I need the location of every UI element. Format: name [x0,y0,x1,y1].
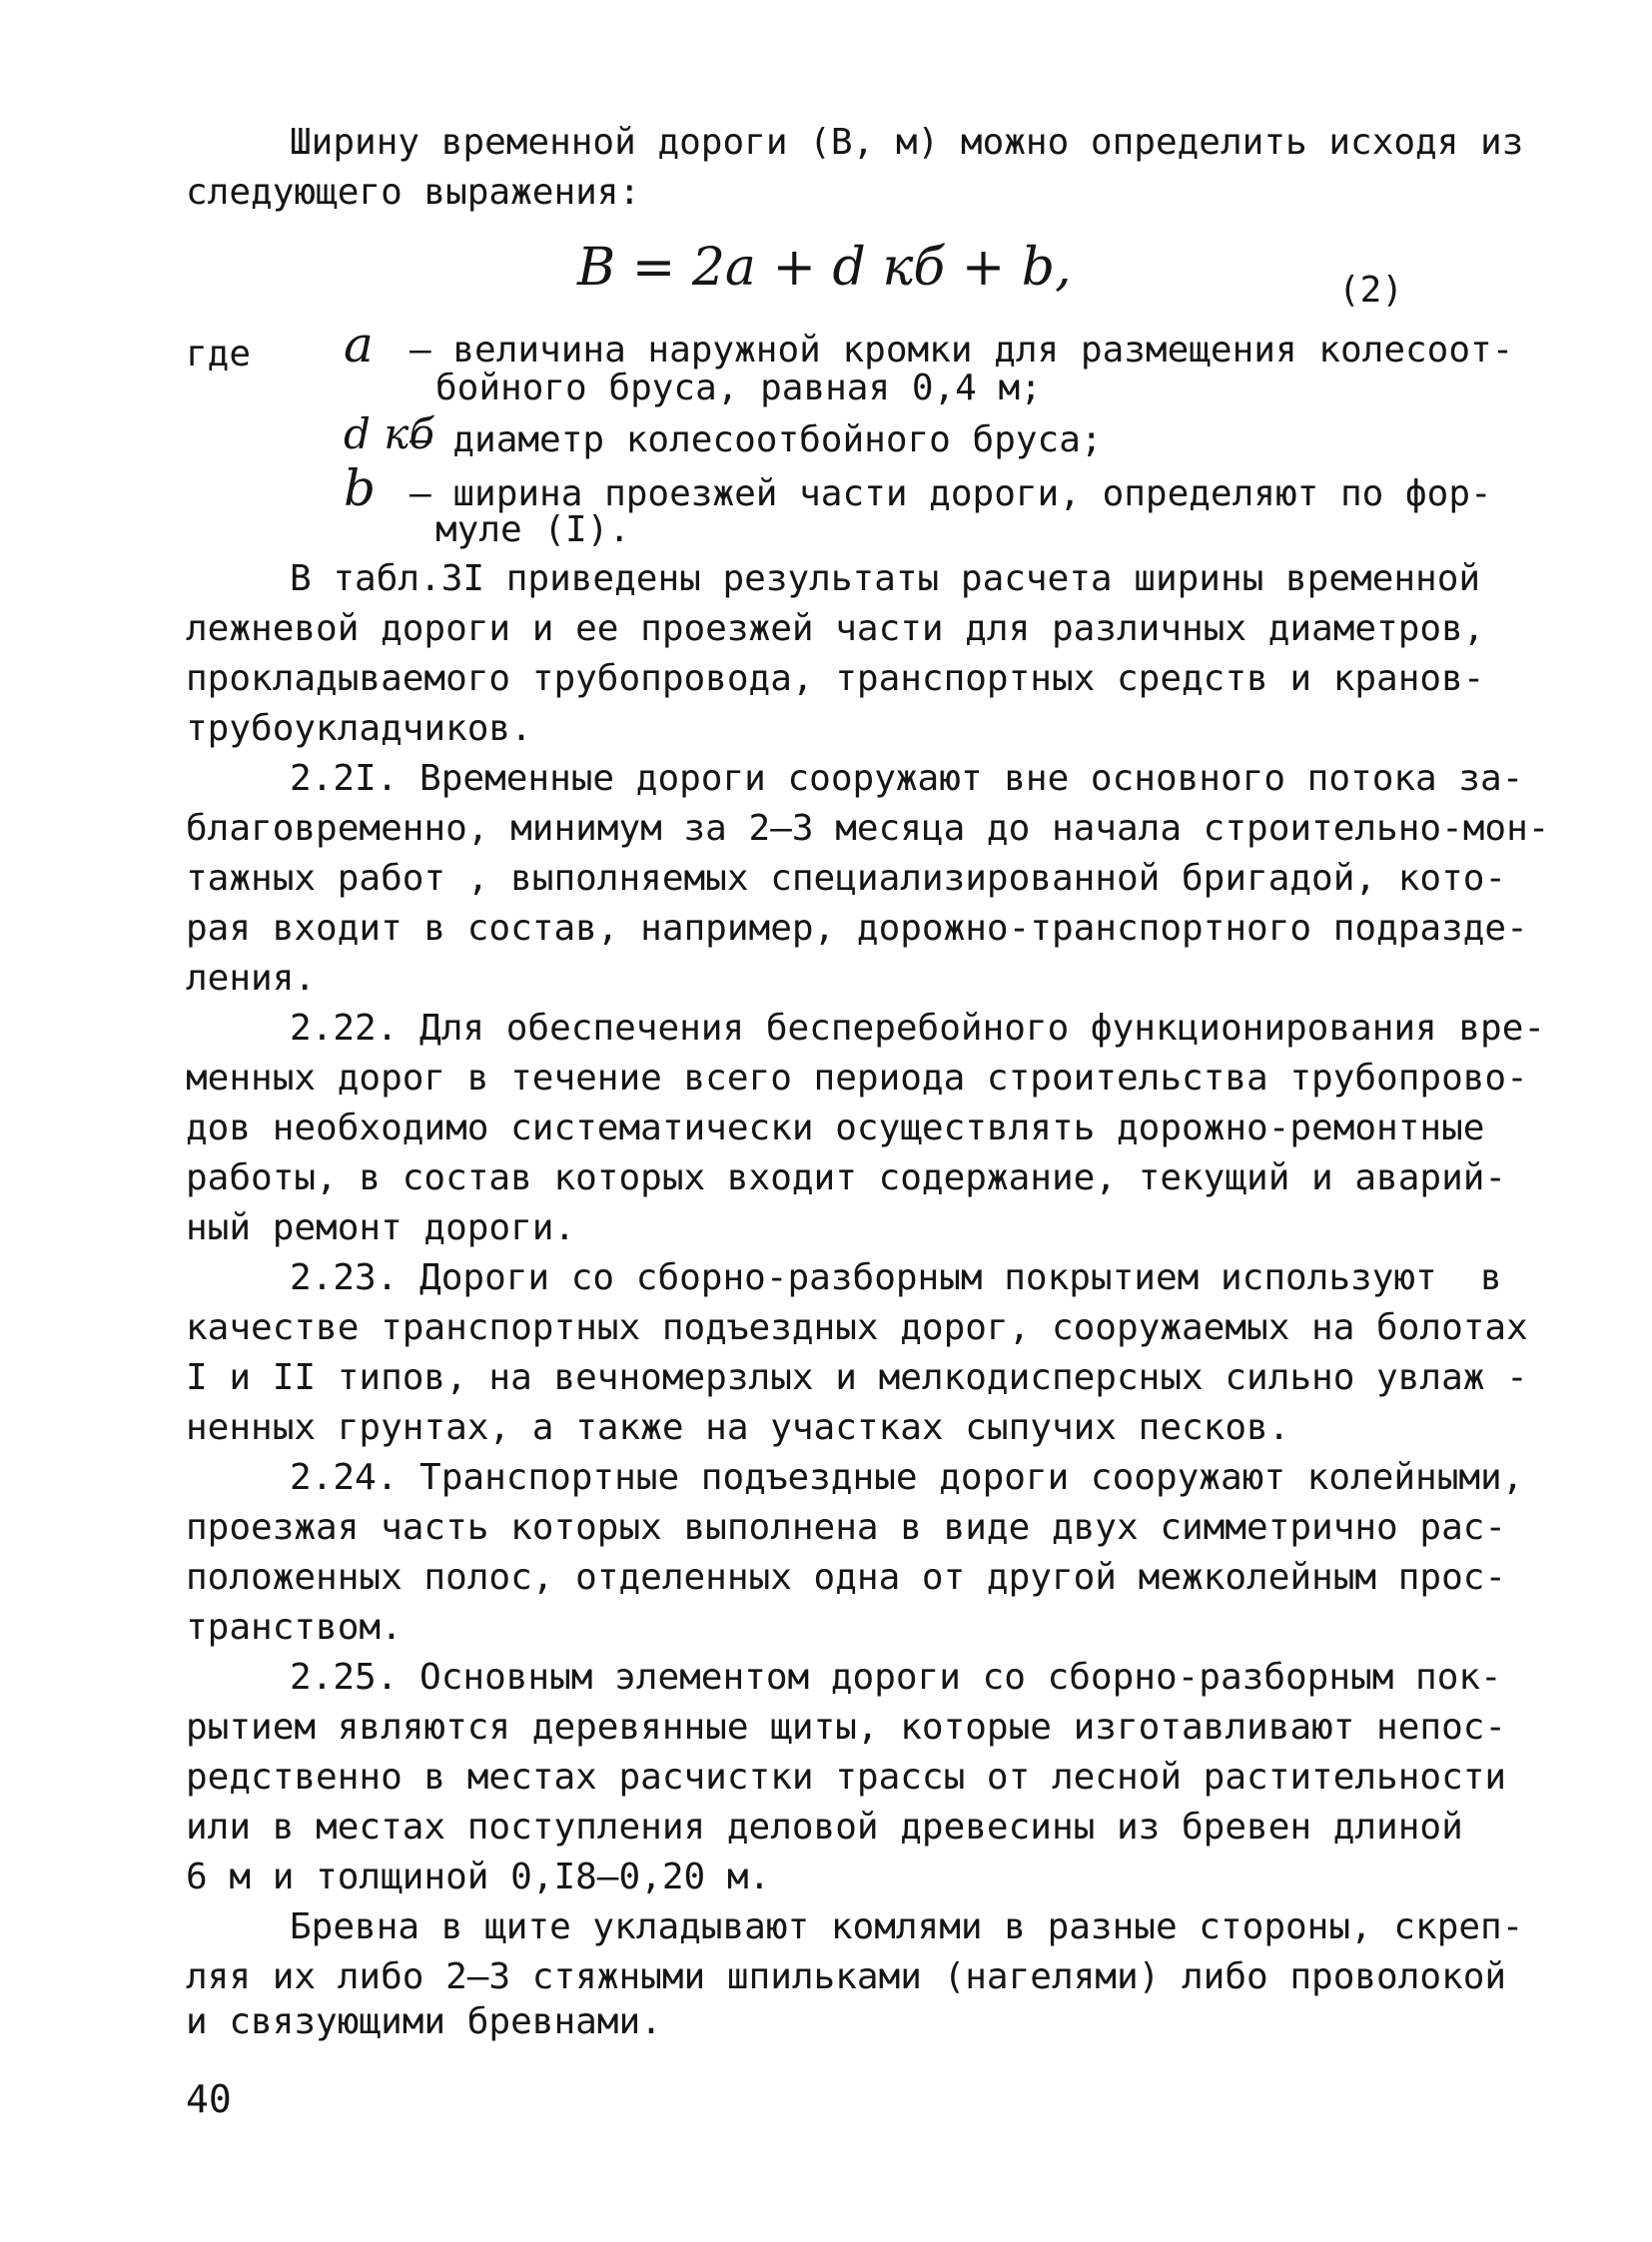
paragraph-2-line-2: благовременно, минимум за 2–3 месяца до начала строительно-мон- [186,808,1550,849]
paragraph-3-line-5: ный ремонт дороги. [186,1207,576,1248]
paragraph-4-line-4: ненных грунтах, а также на участках сыпучих песков. [186,1407,1290,1448]
paragraph-5-line-3: положенных полос, отделенных одна от другой межколейным прос- [186,1557,1507,1598]
paragraph-4-line-3: I и II типов, на вечномерзлых и мелкодисперсных сильно увлаж - [186,1357,1528,1398]
paragraph-3-line-4: работы, в состав которых входит содержание, текущий и аварий- [186,1157,1507,1198]
paragraph-2-line-4: рая входит в состав, например, дорожно-транспортного подразде- [186,908,1528,949]
paragraph-2-line-1: 2.2I. Временные дороги сооружают вне основного потока за- [290,758,1524,799]
paragraph-7-line-1: Бревна в щите укладывают комлями в разные стороны, скреп- [290,1906,1524,1947]
definition-a-line-2: бойного бруса, равная 0,4 м; [435,368,1042,408]
where-label: где [186,334,252,374]
formula: B = 2a + d кб + b, [577,238,1072,298]
paragraph-5-line-4: транством. [186,1607,403,1648]
paragraph-5-line-1: 2.24. Транспортные подъездные дороги сооружают колейными, [290,1457,1524,1498]
paragraph-4-line-2: качестве транспортных подъездных дорог, сооружаемых на болотах [186,1307,1528,1348]
paragraph-6-line-4: или в местах поступления деловой древесины из бревен длиной [186,1807,1463,1848]
paragraph-1-line-3: прокладываемого трубопровода, транспортных средств и кранов- [186,658,1485,699]
paragraph-6-line-5: 6 м и толщиной 0,I8–0,20 м. [186,1857,771,1897]
definition-symbol-b: b [344,459,377,517]
paragraph-3-line-2: менных дорог в течение всего периода строительства трубопрово- [186,1058,1528,1099]
paragraph-6-line-3: редственно в местах расчистки трассы от лесной растительности [186,1757,1507,1798]
paragraph-6-line-2: рытием являются деревянные щиты, которые изготавливают непос- [186,1707,1507,1748]
paragraph-3-line-3: дов необходимо систематически осуществлять дорожно-ремонтные [186,1108,1485,1148]
paragraph-2-line-3: тажных работ , выполняемых специализированной бригадой, кото- [186,858,1507,899]
intro-line-2: следующего выражения: [186,172,641,213]
paragraph-1-line-2: лежневой дороги и ее проезжей части для различных диаметров, [186,608,1485,649]
definition-b-line-2: муле (I). [435,509,631,550]
paragraph-2-line-5: ления. [186,958,317,999]
definition-symbol-d: d кб [344,409,434,458]
equation-number: (2) [1338,270,1404,311]
paragraph-4-line-1: 2.23. Дороги со сборно-разборным покрытием используют в [290,1257,1502,1298]
paragraph-3-line-1: 2.22. Для обеспечения бесперебойного функционирования вре- [290,1008,1546,1049]
paragraph-1-line-1: В табл.3I приведены результаты расчета ширины временной [290,558,1481,599]
intro-line-1: Ширину временной дороги (B, м) можно определить исходя из [290,122,1524,163]
page-number: 40 [186,2077,232,2121]
paragraph-7-line-3: и связующими бревнами. [186,2001,662,2042]
paragraph-1-line-4: трубоукладчиков. [186,708,532,749]
definition-d-line-1: – диаметр колесоотбойного бруса; [410,419,1103,460]
definition-b-line-1: – ширина проезжей части дороги, определяют по фор- [410,473,1492,514]
definition-a-line-1: – величина наружной кромки для размещения колесоот- [410,330,1514,371]
paragraph-5-line-2: проезжая часть которых выполнена в виде двух симметрично рас- [186,1507,1507,1548]
paragraph-7-line-2: ляя их либо 2–3 стяжными шпильками (нагелями) либо проволокой [186,1956,1507,1997]
definition-symbol-a: a [344,316,374,374]
paragraph-6-line-1: 2.25. Основным элементом дороги со сборно-разборным пок- [290,1657,1502,1698]
